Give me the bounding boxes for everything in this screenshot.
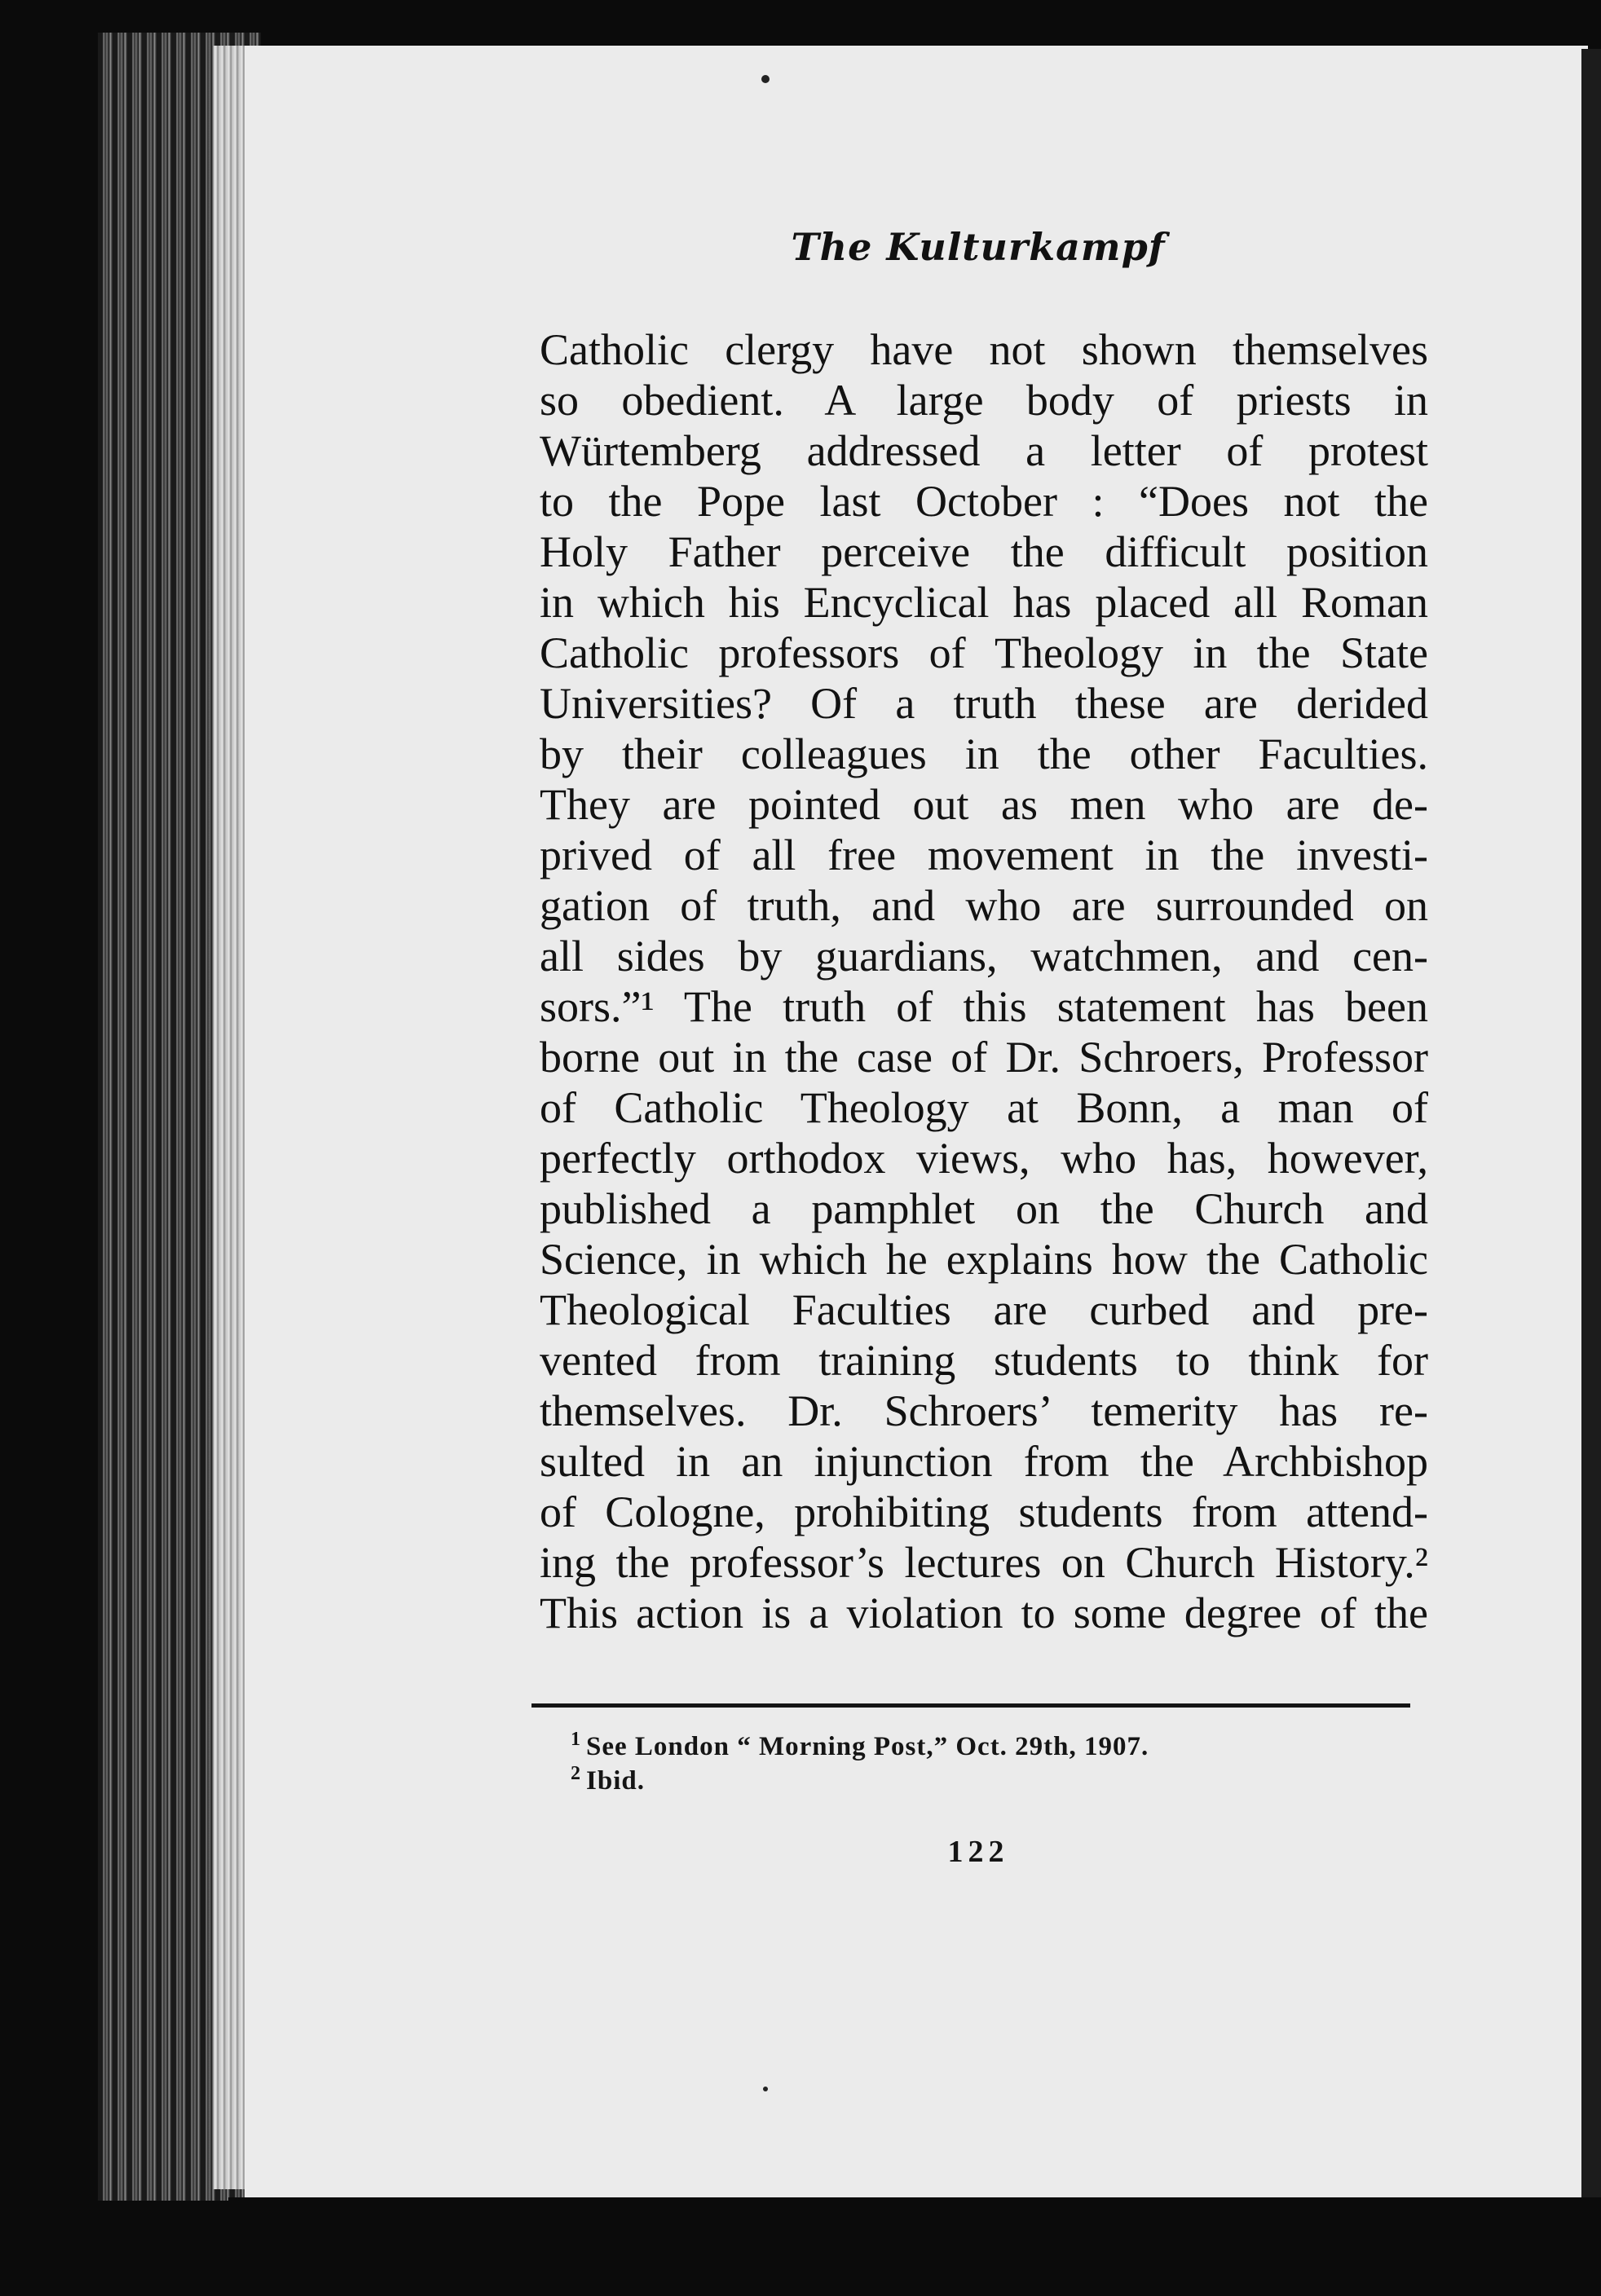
page-number: 122 [947,1835,1009,1869]
text-line: in which his Encyclical has placed all Roman [540,578,1428,627]
text-line: borne out in the case of Dr. Schroers, Professor [540,1033,1428,1082]
footnote-divider [531,1703,1410,1708]
text-line: so obedient. A large body of priests in [540,376,1428,425]
text-line: They are pointed out as men who are de- [540,780,1428,829]
footnotes [571,1730,1386,1798]
text-line: perfectly orthodox views, who has, however, [540,1134,1428,1183]
running-head: The Kulturkampf [791,225,1166,269]
text-line: Science, in which he explains how the Catholic [540,1235,1428,1284]
text-line: sors.”¹ The truth of this statement has been [540,982,1428,1031]
text-line: themselves. Dr. Schroers’ temerity has re- [540,1386,1428,1435]
text-line: to the Pope last October : “Does not the [540,477,1428,526]
text-line: gation of truth, and who are surrounded on [540,881,1428,930]
text-line: prived of all free movement in the investi- [540,831,1428,879]
text-line: Catholic clergy have not shown themselves [540,325,1428,374]
text-line: Catholic professors of Theology in the State [540,628,1428,677]
text-line: published a pamphlet on the Church and [540,1184,1428,1233]
page-bottom-shadow [228,2197,1601,2296]
text-line: of Catholic Theology at Bonn, a man of [540,1083,1428,1132]
text-line: vented from training students to think for [540,1336,1428,1385]
footnote-mark: 2 [571,1763,581,1784]
footnote [571,1730,1386,1764]
footnote-text: See London “ Morning Post,” Oct. 29th, 1907. [586,1732,1149,1761]
text-line: ing the professor’s lectures on Church History.² [540,1538,1428,1587]
text-line: Universities? Of a truth these are derided [540,679,1428,728]
text-line: by their colleagues in the other Faculties. [540,729,1428,778]
text-line: of Cologne, prohibiting students from attend- [540,1487,1428,1536]
text-line: This action is a violation to some degree of the [540,1589,1428,1637]
footnote [571,1764,1386,1798]
page-right-edge [1581,49,1601,2201]
dust-speck [763,2087,768,2091]
text-line: all sides by guardians, watchmen, and cen- [540,932,1428,981]
footnote-text: Ibid. [586,1766,645,1796]
text-line: Theological Faculties are curbed and pre- [540,1285,1428,1334]
text-line: sulted in an injunction from the Archbishop [540,1437,1428,1486]
text-line: Holy Father perceive the difficult position [540,527,1428,576]
body-text [540,324,1428,1638]
footnote-mark: 1 [571,1729,581,1750]
page-edge-highlight [214,46,246,2189]
dust-speck [761,75,770,83]
text-line: Würtemberg addressed a letter of protest [540,426,1428,475]
